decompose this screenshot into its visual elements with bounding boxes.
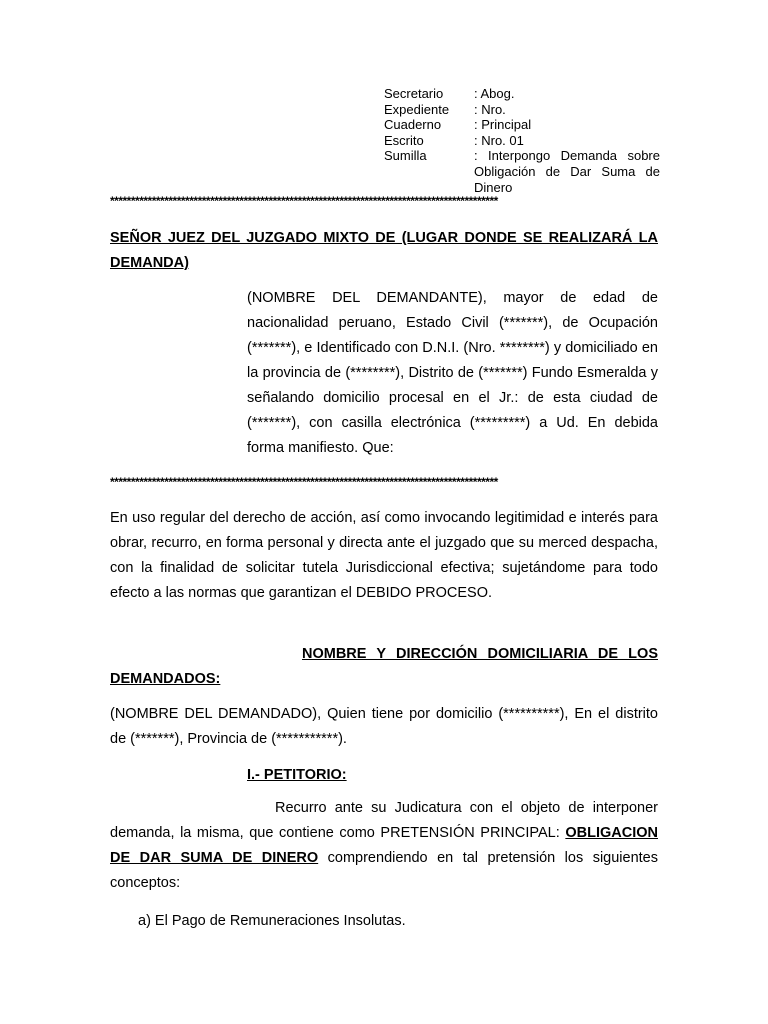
- meta-label: Cuaderno: [384, 117, 442, 133]
- meta-label: Expediente: [384, 101, 450, 117]
- meta-label: Sumilla: [384, 148, 427, 164]
- meta-row-expediente: [384, 102, 660, 118]
- demandado-paragraph: (NOMBRE DEL DEMANDADO), Quien tiene por domicilio (**********), En el distrito de (*******), Provincia de (***********).: [110, 706, 658, 747]
- meta-row-escrito: [384, 133, 660, 149]
- meta-value: : Nro.: [474, 101, 506, 117]
- salutation-heading: SEÑOR JUEZ DEL JUZGADO MIXTO DE (LUGAR DONDE SE REALIZARÁ LA DEMANDA): [110, 230, 658, 271]
- demandados-heading: [110, 642, 658, 692]
- pretension-highlight: OBLIGACION DE DAR SUMA DE DINERO: [110, 825, 658, 866]
- petitorio-heading: I.- PETITORIO:: [247, 767, 347, 783]
- separator-line: *********************************************************************************************: [110, 476, 498, 488]
- meta-row-cuaderno: [384, 117, 660, 133]
- petitorio-text-part2: comprendiendo en tal pretensión los siguientes conceptos:: [110, 850, 658, 891]
- concept-item-a: a) El Pago de Remuneraciones Insolutas.: [138, 913, 406, 929]
- separator-line: *********************************************************************************************: [110, 195, 498, 207]
- petitorio-paragraph: [110, 796, 658, 896]
- meta-value: : Interpongo Demanda sobre Obligación de Dar Suma de Dinero: [474, 148, 660, 195]
- uso-derecho-paragraph: En uso regular del derecho de acción, así como invocando legitimidad e interés para obrar, recurro, en forma personal y directa ante el juzgado que su merced despacha, con la finalidad de solicitar tutela Jurisdiccional efectiva; sujetándome para todo efecto a las normas que garantizan el DEBIDO PROCESO.: [110, 510, 658, 601]
- meta-row-secretario: [384, 86, 660, 102]
- meta-value: : Nro. 01: [474, 132, 524, 148]
- meta-row-sumilla: [384, 148, 660, 195]
- petitorio-text-part1: Recurro ante su Judicatura con el objeto de interponer demanda, la misma, que contiene como PRETENSIÓN PRINCIPAL:: [110, 800, 658, 841]
- case-metadata: [384, 86, 660, 195]
- meta-value: : Principal: [474, 117, 532, 133]
- meta-value: : Abog.: [474, 86, 515, 101]
- meta-label: Escrito: [384, 132, 424, 148]
- demandados-heading-text: NOMBRE Y DIRECCIÓN DOMICILIARIA DE LOS DEMANDADOS:: [110, 646, 658, 687]
- demandante-paragraph: (NOMBRE DEL DEMANDANTE), mayor de edad de nacionalidad peruano, Estado Civil (*******), de Ocupación (*******), e Identificado con D.N.I. (Nro. ********) y domiciliado en la provincia de (********), Distrito de (*******) Fundo Esmeralda y señalando domicilio procesal en el Jr.: de esta ciudad de (*******), con casilla electrónica (*********) a Ud. En debida forma manifiesto. Que:: [247, 290, 658, 456]
- meta-label: Secretario: [384, 86, 444, 101]
